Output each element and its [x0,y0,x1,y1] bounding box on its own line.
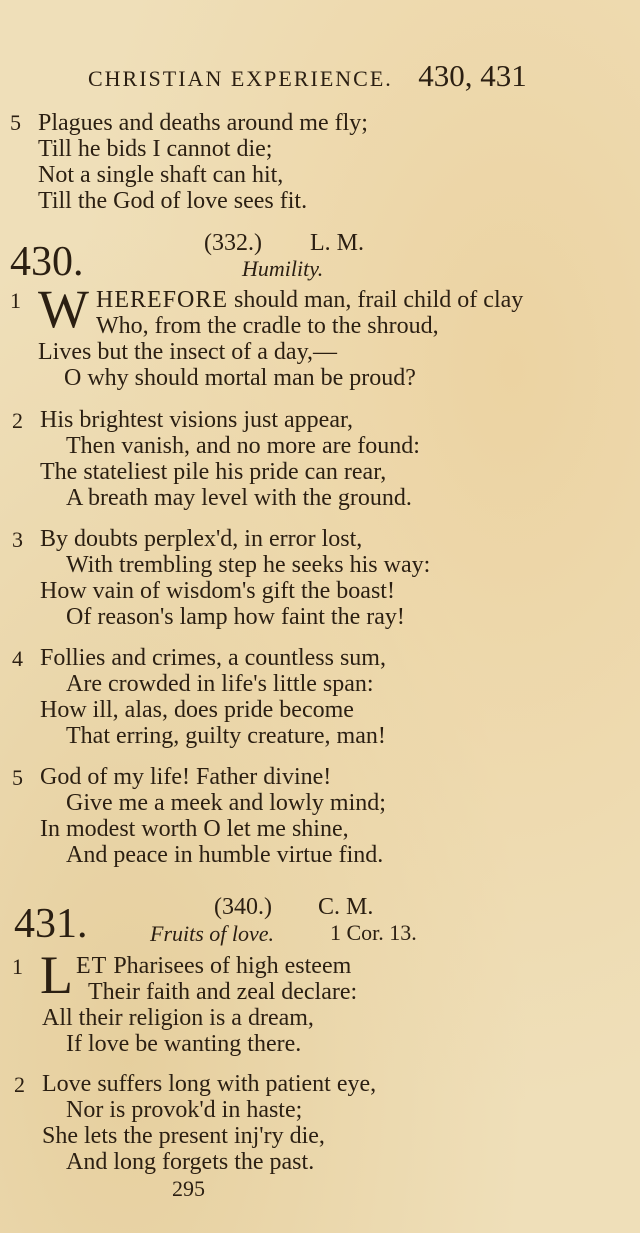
verse-line: A breath may level with the ground. [66,485,412,511]
scripture-reference: 1 Cor. 13. [330,920,417,945]
hymn-number: 430. [10,239,84,285]
verse-line: If love be wanting there. [66,1031,302,1057]
verse-line: Till he bids I cannot die; [38,136,273,162]
verse-line: And long forgets the past. [66,1149,315,1175]
page-number: 295 [172,1176,205,1201]
verse-line: In modest worth O let me shine, [40,816,349,842]
verse-line [96,287,523,313]
drop-cap: L [40,945,73,1005]
verse-line: The stateliest pile his pride can rear, [40,459,387,485]
verse-line: Plagues and deaths around me fly; [38,110,368,136]
first-line-rest: Pharisees of high esteem [107,953,352,979]
verse-line: And peace in humble virtue find. [66,842,384,868]
verse-line [76,953,351,979]
verse-line: Their faith and zeal declare: [88,979,358,1005]
verse-line: Not a single shaft can hit, [38,162,284,188]
verse-line: She lets the present inj'ry die, [42,1123,325,1149]
hymn-meter: L. M. [310,230,364,256]
verse-number: 2 [14,1072,25,1097]
verse-line: How ill, alas, does pride become [40,697,354,723]
verse-line: Who, from the cradle to the shroud, [96,313,439,339]
hymn-number: 431. [14,901,88,947]
verse-line: Give me a meek and lowly mind; [66,790,386,816]
hymn-reference: (340.) [214,894,272,920]
running-header [88,58,527,94]
verse-number: 4 [12,646,23,671]
verse-number: 5 [10,110,21,135]
verse-line: Nor is provok'd in haste; [66,1097,303,1123]
verse-line: By doubts perplex'd, in error lost, [40,526,363,552]
verse-line: Love suffers long with patient eye, [42,1071,377,1097]
verse-line: His brightest visions just appear, [40,407,354,433]
verse-number: 5 [12,765,23,790]
running-title: CHRISTIAN EXPERIENCE. [88,66,393,91]
first-word-caps: HEREFORE [96,287,229,313]
verse-line: Lives but the insect of a day,— [38,339,338,365]
verse-line: All their religion is a dream, [42,1005,314,1031]
verse-line: Follies and crimes, a countless sum, [40,645,386,671]
verse-line: God of my life! Father divine! [40,764,332,790]
verse-number: 2 [12,408,23,433]
hymn-title: Humility. [242,256,324,281]
verse-line: Then vanish, and no more are found: [66,433,420,459]
verse-line: That erring, guilty creature, man! [66,723,386,749]
page-hymn-numbers: 430, 431 [418,58,527,93]
verse-line: With trembling step he seeks his way: [66,552,431,578]
verse-number: 1 [12,954,23,979]
verse-line: Are crowded in life's little span: [66,671,374,697]
hymn-title: Fruits of love. [150,921,275,946]
verse-number: 3 [12,527,23,552]
verse-line: How vain of wisdom's gift the boast! [40,578,395,604]
drop-cap: W [38,279,89,339]
first-line-rest: should man, frail child of clay [228,287,524,313]
hymn-reference: (332.) [204,230,262,256]
verse-number: 1 [10,288,21,313]
verse-line: Till the God of love sees fit. [38,188,308,214]
hymn-meter: C. M. [318,894,374,920]
first-word-caps: ET [76,953,108,979]
verse-line: Of reason's lamp how faint the ray! [66,604,405,630]
verse-line: O why should mortal man be proud? [64,365,416,391]
